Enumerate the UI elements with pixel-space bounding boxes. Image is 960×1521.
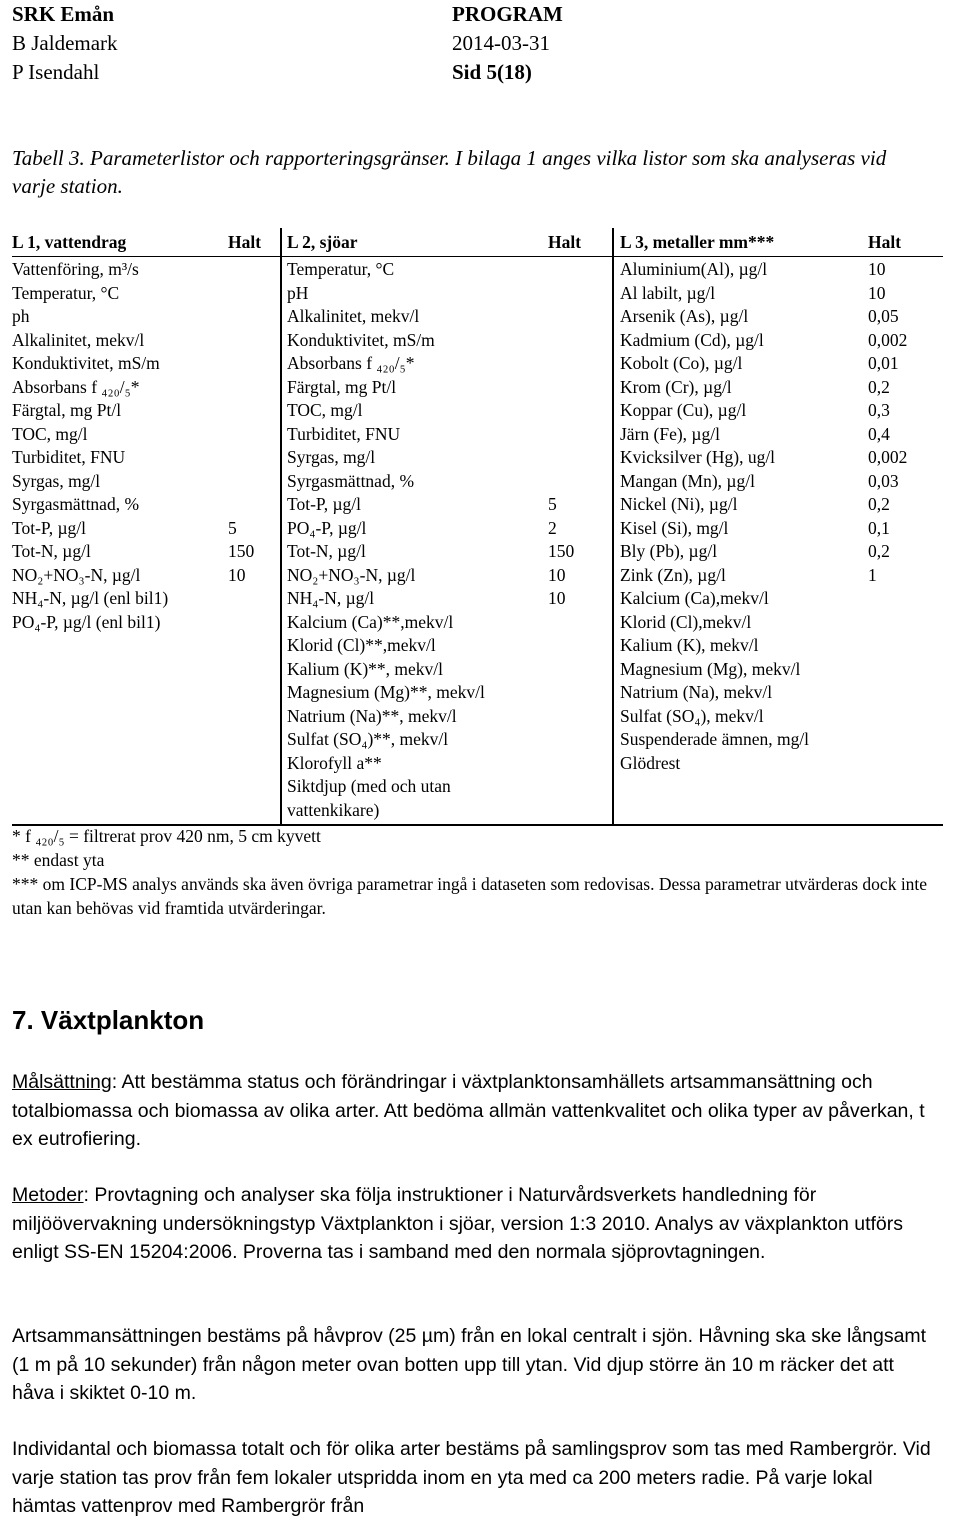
parameter-label: Tot-P, µg/l bbox=[287, 494, 362, 514]
table-row bbox=[620, 681, 940, 705]
parameter-label: Kalcium (Ca)**,mekv/l bbox=[287, 611, 454, 632]
parameter-label: Mangan (Mn), µg/l bbox=[620, 470, 755, 491]
table-row bbox=[12, 258, 272, 282]
parameter-label: TOC, mg/l bbox=[287, 400, 363, 420]
col-header-l2-halt: Halt bbox=[548, 232, 582, 252]
table-row bbox=[620, 305, 940, 329]
caption-text: Parameterlistor och rapporteringsgränser. I bilaga 1 anges vilka listor som ska analyseras vid varje station. bbox=[12, 146, 887, 198]
table-row bbox=[287, 658, 607, 682]
table-row bbox=[287, 376, 607, 400]
parameter-halt: 150 bbox=[228, 541, 255, 561]
parameter-halt: 1 bbox=[868, 564, 877, 585]
table-row bbox=[287, 728, 607, 752]
table-row bbox=[620, 352, 940, 376]
parameter-halt: 5 bbox=[548, 494, 557, 514]
parameter-halt: 10 bbox=[868, 259, 886, 279]
table-row bbox=[12, 305, 272, 329]
parameter-label: Syrgas, mg/l bbox=[287, 447, 376, 467]
parameter-label: Suspenderade ämnen, mg/l bbox=[620, 729, 810, 749]
parameter-label: Tot-N, µg/l bbox=[12, 541, 91, 561]
parameter-label: Glödrest bbox=[620, 752, 681, 773]
parameter-halt: 0,01 bbox=[868, 353, 899, 373]
table-row bbox=[287, 258, 607, 282]
parameter-label: Syrgasmättnad, % bbox=[287, 470, 415, 491]
parameter-halt: 10 bbox=[868, 282, 886, 303]
table-row bbox=[12, 587, 272, 611]
caption-label: Tabell 3. bbox=[12, 146, 85, 170]
list-l2 bbox=[287, 258, 607, 822]
parameter-halt: 10 bbox=[548, 564, 566, 585]
header-org: SRK Emån bbox=[12, 2, 115, 26]
paragraph-label-malsattning: Målsättning bbox=[12, 1071, 112, 1093]
footnote-1: * f ₄₂₀/₅ = filtrerat prov 420 nm, 5 cm kyvett bbox=[12, 826, 321, 846]
table-row bbox=[620, 446, 940, 470]
table-row bbox=[12, 282, 272, 306]
table-row bbox=[620, 611, 940, 635]
document-header bbox=[12, 0, 572, 87]
parameter-halt: 10 bbox=[228, 564, 246, 585]
column-divider-1 bbox=[280, 228, 282, 826]
col-header-l1-halt: Halt bbox=[228, 232, 262, 252]
header-row-3 bbox=[12, 58, 572, 87]
parameter-halt: 0,2 bbox=[868, 494, 890, 514]
parameter-label: Temperatur, °C bbox=[12, 282, 120, 303]
parameter-halt: 0,05 bbox=[868, 306, 899, 326]
parameter-label: Kadmium (Cd), µg/l bbox=[620, 329, 764, 350]
table-row bbox=[12, 352, 272, 376]
table-row bbox=[620, 705, 940, 729]
parameter-label: Zink (Zn), µg/l bbox=[620, 564, 726, 585]
paragraph-artsammansattning: Artsammansättningen bestäms på håvprov (25 µm) från en lokal centralt i sjön. Håvning ska ske långsamt (1 m på 10 sekunder) från någon meter ovan botten upp till ytan. Vid djup större än 10 m räcker det att håva i skiktet 0-10 m. bbox=[12, 1325, 927, 1404]
parameter-label: Alkalinitet, mekv/l bbox=[287, 306, 420, 326]
parameter-halt: 0,002 bbox=[868, 447, 908, 467]
table-row bbox=[620, 282, 940, 306]
table-row bbox=[287, 352, 607, 376]
parameter-label: Syrgasmättnad, % bbox=[12, 494, 140, 514]
parameter-halt: 0,2 bbox=[868, 376, 890, 397]
table-row bbox=[12, 517, 272, 541]
table-row bbox=[287, 681, 607, 705]
parameter-halt: 5 bbox=[228, 517, 237, 538]
parameter-label: Konduktivitet, mS/m bbox=[12, 353, 160, 373]
table-row bbox=[287, 493, 607, 517]
col-header-l3: L 3, metaller mm*** bbox=[620, 232, 775, 252]
table-row bbox=[287, 282, 607, 306]
parameter-label: Klorid (Cl)**,mekv/l bbox=[287, 635, 436, 655]
column-divider-2 bbox=[612, 228, 614, 826]
parameter-halt: 0,03 bbox=[868, 470, 899, 491]
parameter-label: Turbiditet, FNU bbox=[12, 447, 126, 467]
parameter-label: Tot-P, µg/l bbox=[12, 517, 87, 538]
parameter-label: Aluminium(Al), µg/l bbox=[620, 259, 768, 279]
parameter-label: Alkalinitet, mekv/l bbox=[12, 329, 145, 350]
paragraph-text-metoder: : Provtagning och analyser ska följa instruktioner i Naturvårdsverkets handledning för miljöövervakning undersökningstyp Växtplankton i sjöar, version 1:3 2010. Analys av växplankton utförs enligt SS-EN 15204:2006. Proverna tas i samband med den normala sjöprovtagningen. bbox=[12, 1184, 904, 1263]
parameter-label: Natrium (Na), mekv/l bbox=[620, 682, 773, 702]
table-row bbox=[620, 517, 940, 541]
table-row bbox=[287, 305, 607, 329]
table-footnotes bbox=[12, 824, 932, 920]
table-row bbox=[12, 329, 272, 353]
parameter-table bbox=[12, 228, 943, 820]
parameter-label: PO₄-P, µg/l (enl bil1) bbox=[12, 611, 161, 632]
table-row bbox=[12, 446, 272, 470]
parameter-label: Vattenföring, m³/s bbox=[12, 259, 139, 279]
parameter-label: Siktdjup (med och utan vattenkikare) bbox=[287, 776, 451, 820]
table-caption bbox=[12, 144, 912, 200]
table-row bbox=[620, 329, 940, 353]
parameter-label: Koppar (Cu), µg/l bbox=[620, 400, 747, 420]
header-author-2: P Isendahl bbox=[12, 60, 100, 84]
footnote-2: ** endast yta bbox=[12, 850, 105, 870]
table-row bbox=[620, 258, 940, 282]
header-row-1 bbox=[12, 0, 572, 29]
table-row bbox=[12, 611, 272, 635]
table-row bbox=[620, 399, 940, 423]
table-row bbox=[287, 611, 607, 635]
parameter-label: Turbiditet, FNU bbox=[287, 423, 401, 444]
table-header-row bbox=[12, 228, 943, 257]
parameter-label: Syrgas, mg/l bbox=[12, 470, 101, 491]
table-row bbox=[620, 376, 940, 400]
table-row bbox=[620, 564, 940, 588]
parameter-halt: 2 bbox=[548, 517, 557, 538]
table-row bbox=[287, 446, 607, 470]
table-row bbox=[287, 540, 607, 564]
parameter-label: Färgtal, mg Pt/l bbox=[287, 376, 397, 397]
table-row bbox=[287, 399, 607, 423]
parameter-label: Järn (Fe), µg/l bbox=[620, 423, 720, 444]
parameter-label: Sulfat (SO₄), mekv/l bbox=[620, 705, 764, 726]
parameter-label: Bly (Pb), µg/l bbox=[620, 541, 718, 561]
parameter-label: PO₄-P, µg/l bbox=[287, 517, 367, 538]
parameter-label: ph bbox=[12, 306, 30, 326]
paragraph-text-malsattning: : Att bestämma status och förändringar i växtplanktonsamhällets artsammansättning och totalbiomassa och biomassa av olika arter. Att bedöma allmän vattenkvalitet och olika typer av påverkan, t ex eutrofiering. bbox=[12, 1071, 925, 1150]
table-row bbox=[287, 752, 607, 776]
parameter-label: Konduktivitet, mS/m bbox=[287, 329, 435, 350]
table-row bbox=[287, 564, 607, 588]
section-title: 7. Växtplankton bbox=[12, 1005, 205, 1035]
parameter-label: Temperatur, °C bbox=[287, 259, 395, 279]
parameter-label: Absorbans f ₄₂₀/₅* bbox=[287, 353, 415, 373]
parameter-halt: 0,4 bbox=[868, 423, 890, 444]
parameter-label: Magnesium (Mg)**, mekv/l bbox=[287, 682, 485, 702]
parameter-label: Färgtal, mg Pt/l bbox=[12, 400, 122, 420]
footnote-3: *** om ICP-MS analys används ska även övriga parametrar ingå i dataseten som redovisas. Dessa parametrar utvärderas dock inte utan kan behövas vid framtida utvärderingar. bbox=[12, 874, 928, 918]
table-row bbox=[12, 399, 272, 423]
parameter-label: NH₄-N, µg/l (enl bil1) bbox=[12, 588, 169, 608]
parameter-label: Kalium (K)**, mekv/l bbox=[287, 658, 444, 679]
table-row bbox=[620, 587, 940, 611]
table-row bbox=[287, 587, 607, 611]
paragraph-malsattning bbox=[12, 1068, 932, 1154]
table-row bbox=[287, 329, 607, 353]
table-row bbox=[620, 423, 940, 447]
table-row bbox=[12, 493, 272, 517]
parameter-label: pH bbox=[287, 282, 309, 303]
parameter-halt: 0,3 bbox=[868, 400, 890, 420]
parameter-label: TOC, mg/l bbox=[12, 423, 88, 444]
table-row bbox=[620, 470, 940, 494]
paragraph-label-metoder: Metoder bbox=[12, 1184, 84, 1206]
table-row bbox=[620, 634, 940, 658]
table-row bbox=[620, 752, 940, 776]
parameter-label: NH₄-N, µg/l bbox=[287, 588, 375, 608]
table-row bbox=[287, 634, 607, 658]
list-l3 bbox=[620, 258, 940, 775]
table-row bbox=[12, 423, 272, 447]
parameter-halt: 0,1 bbox=[868, 517, 890, 538]
col-header-l1: L 1, vattendrag bbox=[12, 232, 127, 252]
header-author-1: B Jaldemark bbox=[12, 31, 118, 55]
parameter-halt: 0,2 bbox=[868, 541, 890, 561]
table-row bbox=[12, 564, 272, 588]
table-row bbox=[12, 540, 272, 564]
parameter-label: Kalium (K), mekv/l bbox=[620, 635, 759, 655]
parameter-label: Sulfat (SO₄)**, mekv/l bbox=[287, 729, 449, 749]
header-date: 2014-03-31 bbox=[452, 31, 550, 55]
parameter-label: NO₂+NO₃-N, µg/l bbox=[287, 564, 416, 585]
parameter-label: Kalcium (Ca),mekv/l bbox=[620, 588, 769, 608]
parameter-label: Al labilt, µg/l bbox=[620, 282, 716, 303]
parameter-halt: 0,002 bbox=[868, 329, 908, 350]
table-row bbox=[12, 376, 272, 400]
parameter-label: Kobolt (Co), µg/l bbox=[620, 353, 743, 373]
table-row bbox=[620, 658, 940, 682]
table-row bbox=[287, 705, 607, 729]
col-header-l2: L 2, sjöar bbox=[287, 232, 358, 252]
table-row bbox=[287, 423, 607, 447]
paragraph-metoder bbox=[12, 1181, 932, 1267]
header-page-number: Sid 5(18) bbox=[452, 60, 532, 84]
parameter-label: Klorid (Cl),mekv/l bbox=[620, 611, 752, 632]
parameter-label: Arsenik (As), µg/l bbox=[620, 306, 749, 326]
parameter-label: Klorofyll a** bbox=[287, 752, 382, 773]
parameter-halt: 150 bbox=[548, 541, 575, 561]
table-row bbox=[620, 728, 940, 752]
paragraph-individantal: Individantal och biomassa totalt och för olika arter bestäms på samlingsprov som tas med Rambergrör. Vid varje station tas prov från fem lokaler utspridda inom en yta med ca 200 meters radie. På varje lokal hämtas vattenprov med Rambergrör från bbox=[12, 1438, 931, 1517]
parameter-label: Absorbans f ₄₂₀/₅* bbox=[12, 376, 140, 397]
col-header-l3-halt: Halt bbox=[868, 232, 902, 252]
header-row-2 bbox=[12, 29, 572, 58]
parameter-label: Natrium (Na)**, mekv/l bbox=[287, 705, 457, 726]
table-row bbox=[287, 517, 607, 541]
table-row bbox=[12, 470, 272, 494]
parameter-label: Nickel (Ni), µg/l bbox=[620, 494, 738, 514]
table-row bbox=[287, 775, 487, 822]
parameter-label: Kisel (Si), mg/l bbox=[620, 517, 729, 538]
table-row bbox=[287, 470, 607, 494]
table-row bbox=[620, 540, 940, 564]
parameter-label: Magnesium (Mg), mekv/l bbox=[620, 658, 801, 679]
parameter-label: NO₂+NO₃-N, µg/l bbox=[12, 564, 141, 585]
parameter-label: Krom (Cr), µg/l bbox=[620, 376, 732, 397]
table-row bbox=[620, 493, 940, 517]
header-doc-type: PROGRAM bbox=[452, 2, 563, 26]
parameter-halt: 10 bbox=[548, 588, 566, 608]
parameter-label: Tot-N, µg/l bbox=[287, 541, 366, 561]
parameter-label: Kvicksilver (Hg), ug/l bbox=[620, 447, 776, 467]
list-l1 bbox=[12, 258, 272, 634]
